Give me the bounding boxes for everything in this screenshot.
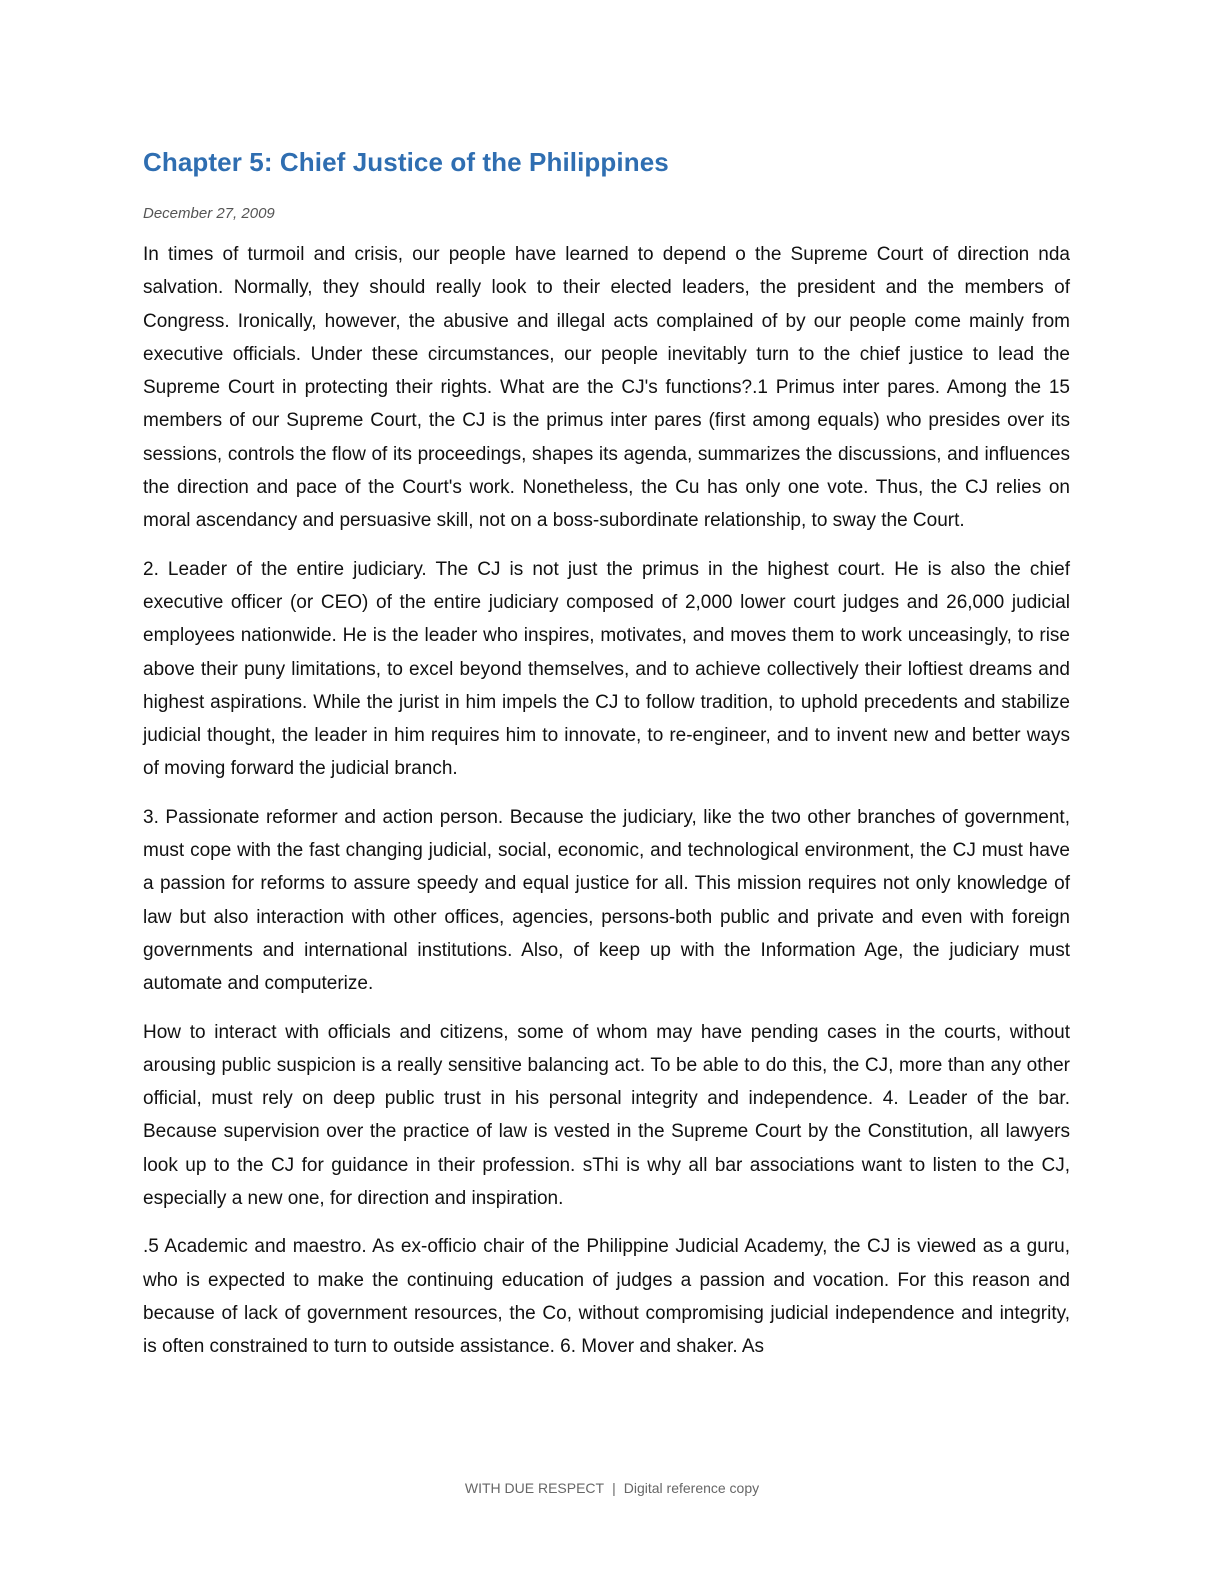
chapter-title: Chapter 5: Chief Justice of the Philippines <box>143 147 669 177</box>
paragraph-4: How to interact with officials and citizens, some of whom may have pending cases in the courts, without arousing public suspicion is a really sensitive balancing act. To be able to do this, the CJ, more than any other official, must rely on deep public trust in his personal integrity and independence. 4. Leader of the bar. Because supervision over the practice of law is vested in the Supreme Court by the Constitution, all lawyers look up to the CJ for guidance in their profession. sThi is why all bar associations want to listen to the CJ, especially a new one, for direction and inspiration. <box>143 1021 1070 1210</box>
footer-book-title: WITH DUE RESPECT <box>464 1480 605 1496</box>
footer-copy-note: Digital reference copy <box>623 1480 760 1496</box>
paragraph-3: 3. Passionate reformer and action person. Because the judiciary, like the two other branches of government, must cope with the fast changing judicial, social, economic, and technological environment, the CJ must have a passion for reforms to assure speedy and equal justice for all. This mission requires not only knowledge of law but also interaction with other offices, agencies, persons-both public and private and even with foreign governments and international institutions. Also, of keep up with the Information Age, the judiciary must automate and computerize. <box>143 806 1070 995</box>
article-body <box>143 238 1070 1364</box>
document-page <box>143 140 1070 1379</box>
paragraph-5: .5 Academic and maestro. As ex-officio chair of the Philippine Judicial Academy, the CJ is viewed as a guru, who is expected to make the continuing education of judges a passion and vocation. For this reason and because of lack of government resources, the Co, without compromising judicial independence and integrity, is often constrained to turn to outside assistance. 6. Mover and shaker. As <box>143 1236 1070 1358</box>
paragraph-1: In times of turmoil and crisis, our people have learned to depend o the Supreme Court of direction nda salvation. Normally, they should really look to their elected leaders, the president and the members of Congress. Ironically, however, the abusive and illegal acts complained of by our people come mainly from executive officials. Under these circumstances, our people inevitably turn to the chief justice to lead the Supreme Court in protecting their rights. What are the CJ's functions?.1 Primus inter pares. Among the 15 members of our Supreme Court, the CJ is the primus inter pares (first among equals) who presides over its sessions, controls the flow of its proceedings, shapes its agenda, summarizes the discussions, and influences the direction and pace of the Court's work. Nonetheless, the Cu has only one vote. Thus, the CJ relies on moral ascendancy and persuasive skill, not on a boss-subordinate relationship, to sway the Court. <box>143 244 1070 532</box>
publication-date: December 27, 2009 <box>143 205 275 222</box>
page-footer <box>0 1478 1224 1498</box>
paragraph-2: 2. Leader of the entire judiciary. The CJ is not just the primus in the highest court. He is also the chief executive officer (or CEO) of the entire judiciary composed of 2,000 lower court judges and 26,000 judicial employees nationwide. He is the leader who inspires, motivates, and moves them to work unceasingly, to rise above their puny limitations, to excel beyond themselves, and to achieve collectively their loftiest dreams and highest aspirations. While the jurist in him impels the CJ to follow tradition, to uphold precedents and stabilize judicial thought, the leader in him requires him to innovate, to re-engineer, and to invent new and better ways of moving forward the judicial branch. <box>143 558 1070 780</box>
footer-separator: | <box>612 1480 616 1496</box>
